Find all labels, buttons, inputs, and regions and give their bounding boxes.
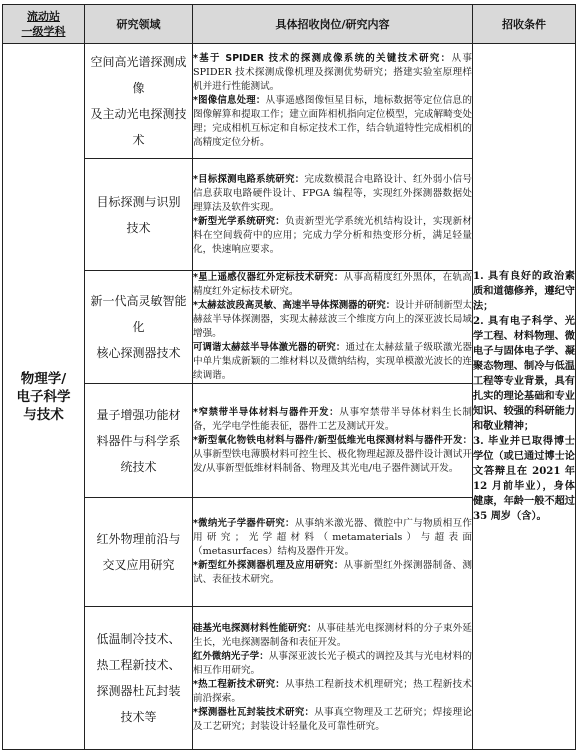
research-content [193,44,473,159]
header-conditions: 招收条件 [473,5,576,44]
research-item-title: *目标探测电路系统研究： [193,173,305,185]
research-item-title: *探测器杜瓦封装技术研究： [193,707,315,718]
research-item [193,52,472,94]
research-item-text: 设计并研制新型太赫兹半导体探测器，实现太赫兹波三个维度方向上的深亚波长局域增强。 [193,300,473,339]
recruitment-table [2,4,576,750]
research-item [193,706,472,734]
research-item-title: *图像信息处理： [193,95,266,106]
research-item-title: *新型氧化物铁电材料与器件/新型低维光电探测材料与器件开发： [193,434,472,446]
recruit-conditions [473,44,576,750]
research-content [193,159,473,271]
research-item-text: 完成数模混合电路设计、红外弱小信号信息获取电路硬件设计、FPGA 编程等，实现红外探测器数据处理算法及软件实现。 [193,173,472,213]
research-content [193,498,473,607]
research-content [193,271,473,384]
research-item-text: 从事窄禁带半导体材料生长制备，光学电学性能表征，器件工艺及测试开发。 [193,406,473,432]
research-item [193,559,472,587]
research-field: 红外物理前沿与 交叉应用研究 [85,498,193,607]
research-item-text: 从事真空物理及工艺研究；焊接理论及工艺研究；封装设计轻量化及可靠性研究。 [193,707,473,732]
research-item-text: 从事硅基光电探测材料的分子束外延生长，光电探测器制备和表征开发。 [193,623,472,648]
research-item-text: 从事纳米激光器、微腔中广与物质相互作用研究；光学超材料（metamaterials）与超表面（metasurfaces）结构及器件开发。 [193,518,473,557]
research-item [193,271,472,299]
research-item-title: *微纳光子学器件研究： [193,518,295,529]
research-item-text: 通过在太赫兹量子级联激光器中单片集成新颖的二维材料以及微纳结构，实现单模激光波长的连续调谐。 [193,342,472,381]
research-item-title: 红外微纳光子学： [193,651,269,662]
header-field: 研究领域 [85,5,193,44]
condition-item: 1. 具有良好的政治素质和道德修养，遵纪守法； [473,270,575,312]
research-item-text: 从事SPIDER 技术探测成像机理及探测优势研究；搭建实验室原理样机并进行性能测试。 [193,53,473,92]
research-item [193,406,472,434]
research-item [193,173,472,215]
research-item-text: 从事新型铁电薄膜材料可控生长、极化物理起源及器件设计测试开发/从事新型低维材料制备、物理及其光电/电子器件测试开发。 [193,448,472,474]
condition-item: 3. 毕业并已取得博士学位（或已通过博士论文答辩且在 2021 年 12 月前毕业），身体健康，年龄一般不超过 35 周岁（含）。 [473,435,575,522]
header-row [3,5,576,44]
research-item [193,299,472,341]
research-field: 目标探测与识别 技术 [85,159,193,271]
research-item-text: 从事深亚波长光子模式的调控及其与光电材料的相互作用研究。 [193,651,472,676]
research-item [193,622,472,650]
research-item-title: *新型光学系统研究： [193,215,285,227]
research-item [193,517,472,559]
research-field: 新一代高灵敏智能化 核心探测器技术 [85,271,193,384]
research-item [193,434,472,476]
header-station: 流动站 一级学科 [3,5,85,44]
station-name: 物理学/ 电子科学 与技术 [3,44,85,750]
research-item [193,341,472,383]
research-field: 低温制冷技术、 热工程新技术、 探测器杜瓦封装 技术等 [85,607,193,750]
research-item-text: 从事高精度红外黑体，在轨高精度红外定标技术研究。 [193,272,472,297]
research-item-title: *星上遥感仪器红外定标技术研究： [193,272,344,283]
research-item-text: 从事新型红外探测器制备、测试、表征技术研究。 [193,560,472,585]
table-row [3,44,576,159]
research-item [193,94,472,150]
research-item [193,215,472,257]
research-content [193,384,473,498]
research-content [193,607,473,750]
research-item-text: 从事遥感图像恒星目标，地标数据等定位信息的图像解算和提取工作；建立面阵相机指向定位模型，完成解畸变处理；完成相机互标定和自标定技术工作，结合轨道特性完成相机的高精度定位分析。 [193,95,472,148]
research-item-title: *热工程新技术研究： [193,679,285,690]
research-item-title: *窄禁带半导体材料与器件开发： [193,406,340,418]
research-item-text: 负责新型光学系统光机结构设计，实现新材料在空间载荷中的应用；完成力学分析和热变形分析，满足轻量化，快速响应要求。 [193,215,472,255]
research-item-title: 可调谐太赫兹半导体激光器的研究： [193,342,346,353]
research-field: 空间高光谱探测成像 及主动光电探测技术 [85,44,193,159]
research-field: 量子增强功能材 料器件与科学系 统技术 [85,384,193,498]
research-item-title: *基于 SPIDER 技术的探测成像系统的关键技术研究： [193,53,452,64]
research-item-text: 从事热工程新技术机理研究；热工程新技术前沿探索。 [193,679,472,704]
research-item [193,650,472,678]
condition-item: 2. 具有电子科学、光学工程、材料物理、微电子与固体电子学、凝聚态物理、制冷与低温工程等专业背景，具有扎实的理论基础和专业知识、较强的科研能力和敬业精神； [473,315,575,432]
research-item-title: *新型红外探测器机理及应用研究： [193,560,344,571]
research-item-title: 硅基光电探测材料性能研究： [193,623,317,634]
research-item-title: *太赫兹波段高灵敏、高速半导体探测器的研究： [193,300,396,311]
header-content: 具体招收岗位/研究内容 [193,5,473,44]
research-item [193,678,472,706]
